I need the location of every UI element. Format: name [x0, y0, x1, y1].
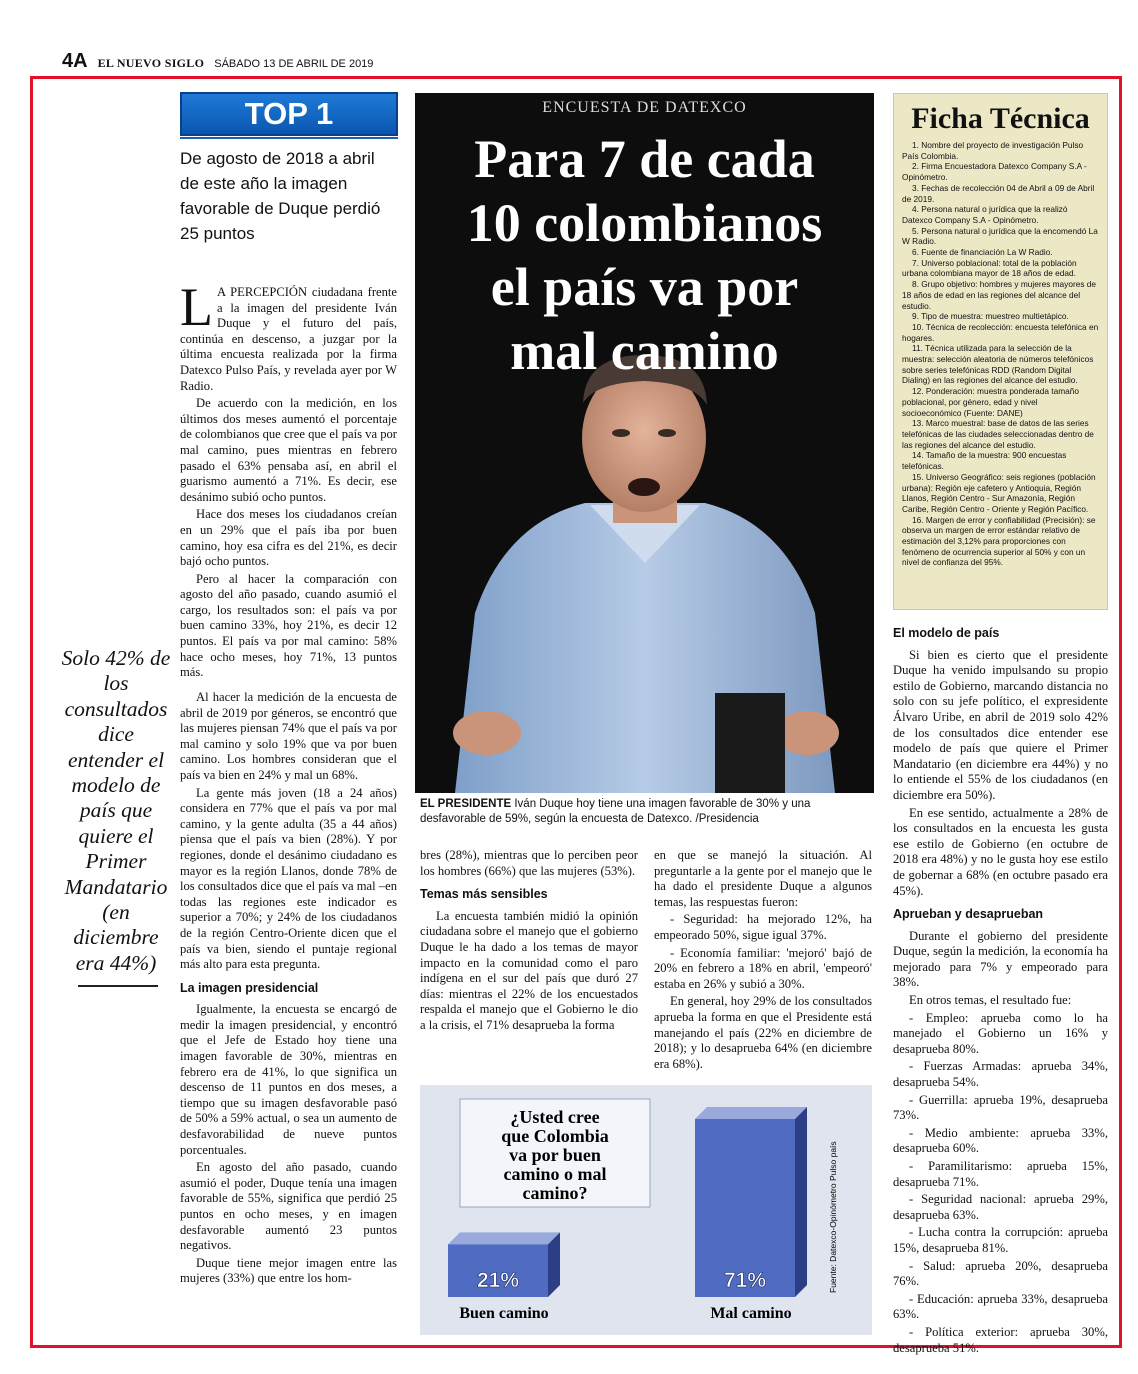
headline-line-1: Para 7 de cada: [474, 129, 815, 189]
right-p2: En ese sentido, actualmente a 28% de los consultados en la encuesta les gusta ese estilo de Gobierno (en octubre de 2018 era 48%) y no le gusta hoy ese estilo de gobernar a 68% (en octubre pasado era 45%).: [893, 805, 1108, 898]
headline-line-4: mal camino: [510, 321, 779, 381]
left-column-lower: [180, 690, 397, 1289]
ficha-item: 7. Universo poblacional: total de la población urbana colombiana mayor de 18 años de edad.: [902, 257, 1077, 279]
ficha-item: 16. Margen de error y confiabilidad (Precisión): se observa un margen de error estándar relativo de estimación del 3,12% para proporciones con fenómeno de ocurrencia superior al 50% y con un nivel de confianza del 95%.: [902, 514, 1096, 568]
ficha-item: 11. Técnica utilizada para la selección de la muestra: selección aleatoria de números telefónicos sobre series telefónicas RDD (Random Digital Dialing) en las regiones del alcance del estudio.: [902, 343, 1094, 386]
poll-chart: [420, 1085, 872, 1335]
left-p4: Pero al hacer la comparación con agosto del año pasado, cuando asumió el cargo, los resultados son: el país va por buen camino 33%, hoy 21%, es decir 12 puntos. El país va por mal camino: 58% hace ocho meses, hoy 71%, 13 puntos más.: [180, 571, 397, 680]
ficha-item: 3. Fechas de recolección 04 de Abril a 09 de Abril de 2019.: [902, 182, 1095, 204]
bar-top: [695, 1107, 807, 1119]
ficha-item: 12. Ponderación: muestra ponderada tamaño poblacional, por género, edad y nivel socioeconómico (Fuente: DANE): [902, 386, 1079, 418]
poll-chart-svg: [420, 1085, 872, 1335]
bar-value-label: 71%: [723, 1269, 767, 1292]
left-p8: En agosto del año pasado, cuando asumió el poder, Duque tenía una imagen favorable de 55%, significa que perdió 25 puntos en ocho meses, y en imagen desfavorable aumentó 23 puntos negativos.: [180, 1160, 397, 1253]
approval-item: - Seguridad nacional: aprueba 29%, desaprueba 63%.: [893, 1192, 1108, 1222]
middle-column-2: [654, 848, 872, 1074]
bar-category-label: Buen camino: [459, 1305, 549, 1322]
top-rule: [180, 137, 398, 139]
kicker: ENCUESTA DE DATEXCO: [542, 99, 747, 116]
subhead-modelo: El modelo de país: [893, 626, 1000, 640]
ficha-item: 5. Persona natural o jurídica que la encomendó La W Radio.: [902, 225, 1098, 247]
mid2-p2: - Seguridad: ha mejorado 12%, ha empeorado 50%, sigue igual 37%.: [654, 912, 872, 942]
chart-title-line: camino o mal: [503, 1164, 607, 1184]
dropcap: L: [180, 277, 213, 337]
ficha-item: 8. Grupo objetivo: hombres y mujeres mayores de 18 años de edad en las regiones del alcance del estudio.: [902, 279, 1096, 311]
right-p3: Durante el gobierno del presidente Duque, según la medición, la economía ha mejorado para 7% y empeorado para 38%.: [893, 928, 1108, 990]
right-column: [893, 626, 1108, 1358]
bar-category-label: Mal camino: [710, 1305, 792, 1322]
subhead-aprueban: Aprueban y desaprueban: [893, 907, 1044, 922]
left-p1: A PERCEPCIÓN ciudadana frente a la imagen del presidente Iván Duque y el futuro del país, continúa en descenso, a juzgar por la última encuesta realizada por la firma Datexco Pulso País, y revelada ayer por W Radio.: [180, 285, 397, 393]
headline-line-2: 10 colombianos: [466, 193, 823, 253]
left-p9: Duque tiene mejor imagen entre las mujeres (33%) que entre los hom-: [180, 1255, 397, 1286]
photo-caption: [420, 797, 874, 827]
approval-item: - Política exterior: aprueba 30%, desaprueba 51%.: [893, 1324, 1108, 1355]
left-p7: Igualmente, la encuesta se encargó de medir la imagen presidencial, y encontró que el Jefe de Estado hoy tiene una imagen favorable de 30%, mientras en febrero era de 41%, lo que significa un descenso de 11 puntos en dos meses, a tiempo que su imagen desfavorable pasó de 50% a 59% actual, o sea un aumento de desfavorabilidad de nueve puntos porcentuales.: [180, 1002, 397, 1157]
mid1-p2: La encuesta también midió la opinión ciudadana sobre el manejo que el gobierno Duque le ha dado a los temas de mayor impacto en la comunidad como el paro indígena en el sur del país que duró 27 días: mientras el 22% de los encuestados respalda el manejo que el Gobierno le dio a la crisis, el 71% desaprueba la forma: [420, 908, 638, 1032]
ficha-item: 14. Tamaño de la muestra: 900 encuestas telefónicas.: [902, 450, 1067, 472]
subhead-temas: Temas más sensibles: [420, 887, 548, 902]
ficha-item: 15. Universo Geográfico: seis regiones (población urbana): Región eje cafetero y Antioquia, Región Llanos, Región Centro - Sur Amazonía, Región Caribe, Región Centro - Oriente y Región Pacífico.: [902, 471, 1096, 514]
caption-text: Iván Duque hoy tiene una imagen favorable de 30% y una desfavorable de 59%, según la encuesta de Datexco. /Presidencia: [420, 798, 811, 825]
caption-lead: EL PRESIDENTE: [420, 798, 512, 810]
bar-value-label: 21%: [476, 1269, 520, 1292]
left-p2: De acuerdo con la medición, en los últimos dos meses aumentó el porcentaje de colombianos que cree que el país va por mal camino, pues mientras en febrero pasado el 63% pensaba así, en abril el guarismo aumentó a 71%. Es decir, ese desánimo subió ocho puntos.: [180, 396, 397, 504]
bar-top: [448, 1232, 560, 1244]
issue-date: SÁBADO 13 DE ABRIL DE 2019: [214, 58, 374, 70]
ficha-item: 4. Persona natural o jurídica que la realizó Datexco Company S.A - Opinómetro.: [902, 204, 1068, 225]
left-p5: Al hacer la medición de la encuesta de abril de 2019 por géneros, se encontró que las mujeres piensan 74% que el país va por mal camino y solo 19% que va por buen camino. Los hombres consideran que el país va bien en 24% y mal un 68%.: [180, 690, 397, 782]
chart-title-line: va por buen: [509, 1145, 601, 1165]
page-number: 4A: [62, 50, 88, 72]
ficha-item: 1. Nombre del proyecto de investigación Pulso País Colombia.: [902, 140, 1084, 161]
approval-item: - Empleo: aprueba como lo ha manejado el Gobierno un 16% y desaprueba 80%.: [893, 1010, 1108, 1056]
ficha-item: 10. Técnica de recolección: encuesta telefónica en hogares.: [902, 321, 1099, 343]
left-column: [180, 277, 397, 683]
ficha-tecnica: [893, 93, 1108, 610]
ficha-item: 2. Firma Encuestadora Datexco Company S.A - Opinómetro.: [902, 161, 1087, 183]
approval-item: - Educación: aprueba 33%, desaprueba 63%.: [893, 1291, 1108, 1322]
mid2-p1: en que se manejó la situación. Al preguntarle a la gente por el manejo que le ha dado el presidente Duque a algunos temas, las respuestas fueron:: [654, 848, 872, 909]
chart-title-line: que Colombia: [501, 1126, 609, 1146]
lead-photo: [415, 93, 874, 793]
headline: [415, 127, 874, 383]
middle-column-1: [420, 848, 638, 1036]
bar-side: [795, 1107, 807, 1297]
approval-item: - Lucha contra la corrupción: aprueba 15%, desaprueba 81%.: [893, 1225, 1108, 1255]
approval-list: [893, 1011, 1108, 1356]
approval-item: - Fuerzas Armadas: aprueba 34%, desaprueba 54%.: [893, 1059, 1108, 1090]
chart-title-line: ¿Usted cree: [510, 1107, 600, 1127]
pull-quote: Solo 42% de los consultados dice entender el modelo de país que quiere el Primer Mandatario (en diciembre era 44%): [61, 646, 171, 975]
approval-item: - Guerrilla: aprueba 19%, desaprueba 73%.: [893, 1092, 1108, 1123]
chart-title-line: camino?: [522, 1183, 588, 1203]
page-header: [62, 50, 373, 73]
newspaper-name: EL NUEVO SIGLO: [97, 56, 205, 70]
mid2-p4: En general, hoy 29% de los consultados aprueba la forma en que el Presidente está manejando el país (22% en diciembre de 2018); y lo desaprueba 64% (en diciembre era 68%).: [654, 994, 872, 1071]
approval-item: - Medio ambiente: aprueba 33%, desaprueba 60%.: [893, 1125, 1108, 1156]
mid1-p1: bres (28%), mientras que lo perciben peor los hombres (66%) que las mujeres (53%).: [420, 848, 638, 878]
left-p6: La gente más joven (18 a 24 años) considera en 77% que el país va por mal camino, y la gente adulta (35 a 44 años) piensa que el país va bien (28%). Y por regiones, donde el desánimo ciudadano es mayor es la región Llanos, donde 78% de los consultados dice que el país va mal –en todas las regiones este indicador es superior a 70%; y 24% de los ciudadanos de la región Centro-Oriente dicen que el país va bien, siendo el puntaje regional más alto para esta pregunta.: [180, 785, 397, 972]
ficha-items: [902, 140, 1099, 568]
top-label: TOP 1: [180, 92, 398, 136]
subhead-imagen: La imagen presidencial: [180, 980, 319, 995]
right-p4: En otros temas, el resultado fue:: [909, 993, 1072, 1008]
lead-summary: De agosto de 2018 a abril de este año la imagen favorable de Duque perdió 25 puntos: [180, 149, 381, 243]
ficha-title: Ficha Técnica: [911, 102, 1090, 135]
ficha-item: 9. Tipo de muestra: muestreo multietápico.: [912, 311, 1069, 322]
left-p3: Hace dos meses los ciudadanos creían en un 29% que el país iba por buen camino, hoy esa cifra es del 21%, es decir bajó ocho puntos.: [180, 507, 397, 569]
right-p1: Si bien es cierto que el presidente Duque ha venido impulsando su propio estilo de Gobierno, marcando distancia no solo con su jefe político, el expresidente Álvaro Uribe, en abril de 2019 solo 42% de los consultados dice entender ese modelo de país que quiere el Primer Mandatario (en diciembre era 44%) y no lo entiende el 55% de los ciudadanos (en diciembre era 50%).: [893, 647, 1108, 802]
mid2-p3: - Economía familiar: 'mejoró' bajó de 20% en febrero a 18% en abril, 'empeoró' estaba en 26% y subió a 30%.: [654, 945, 872, 991]
headline-line-3: el país va por: [490, 257, 799, 317]
pull-quote-rule: [78, 985, 158, 987]
ficha-item: 6. Fuente de financiación La W Radio.: [912, 247, 1053, 258]
ficha-item: 13. Marco muestral: base de datos de las series telefónicas de las ciudades seleccionadas dentro de las regiones del alcance del estudio.: [902, 418, 1094, 450]
approval-item: - Paramilitarismo: aprueba 15%, desaprueba 71%.: [893, 1159, 1108, 1189]
approval-item: - Salud: aprueba 20%, desaprueba 76%.: [893, 1258, 1108, 1289]
chart-source: Fuente: Datexco-Opinómetro Pulso país: [828, 1141, 838, 1293]
